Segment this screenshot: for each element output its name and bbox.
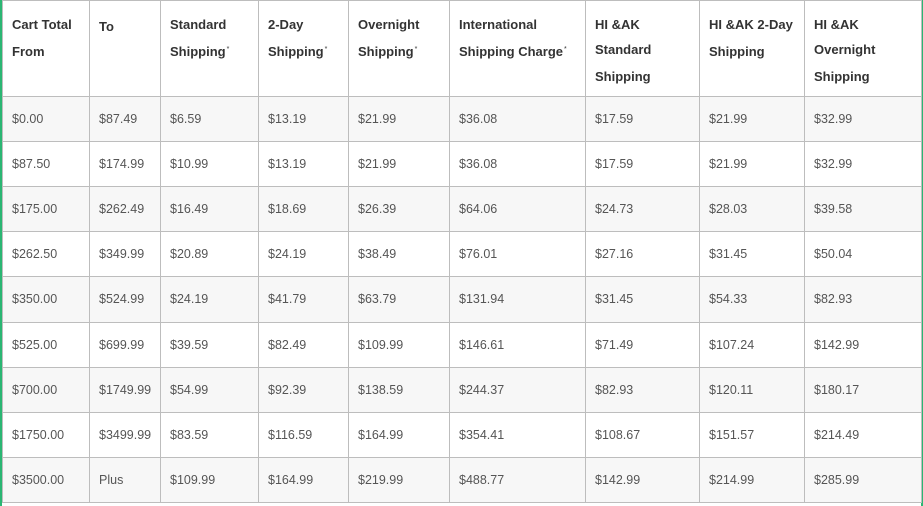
- cell-to: $3499.99: [90, 412, 161, 457]
- header-label: Cart Total From: [12, 17, 72, 59]
- cell-hi-ak-overnight-shipping: $142.99: [805, 322, 922, 367]
- cell-2-day-shipping: $92.39: [259, 367, 349, 412]
- cell-cart-total-from: $350.00: [3, 277, 90, 322]
- cell-hi-ak-standard-shipping: $71.49: [586, 322, 700, 367]
- cell-2-day-shipping: $13.19: [259, 97, 349, 142]
- header-label: To: [99, 19, 114, 34]
- table-row: [3, 97, 922, 142]
- cell-standard-shipping: $83.59: [161, 412, 259, 457]
- asterisk-mark: *: [226, 46, 230, 53]
- header-international-shipping-charge: [450, 1, 586, 97]
- cell-international-shipping-charge: $354.41: [450, 412, 586, 457]
- cell-2-day-shipping: $41.79: [259, 277, 349, 322]
- header-label: HI &AK Overnight Shipping: [814, 17, 876, 84]
- cell-hi-ak-2-day-shipping: $151.57: [700, 412, 805, 457]
- cell-2-day-shipping: $116.59: [259, 412, 349, 457]
- table-body: [3, 97, 922, 503]
- header-hi-ak-overnight-shipping: [805, 1, 922, 97]
- header-row: [3, 1, 922, 97]
- cell-overnight-shipping: $38.49: [349, 232, 450, 277]
- cell-overnight-shipping: $63.79: [349, 277, 450, 322]
- header-hi-ak-standard-shipping: [586, 1, 700, 97]
- header-label: International Shipping Charge: [459, 17, 563, 59]
- cell-hi-ak-standard-shipping: $82.93: [586, 367, 700, 412]
- asterisk-mark: *: [564, 46, 567, 53]
- cell-international-shipping-charge: $36.08: [450, 97, 586, 142]
- header-overnight-shipping: [349, 1, 450, 97]
- cell-overnight-shipping: $109.99: [349, 322, 450, 367]
- header-cart-total-from: [3, 1, 90, 97]
- cell-cart-total-from: $1750.00: [3, 412, 90, 457]
- cell-hi-ak-2-day-shipping: $31.45: [700, 232, 805, 277]
- cell-hi-ak-standard-shipping: $17.59: [586, 142, 700, 187]
- header-label: Overnight Shipping: [358, 17, 420, 59]
- header-label: HI &AK 2-Day Shipping: [709, 17, 793, 59]
- cell-to: $524.99: [90, 277, 161, 322]
- table-row: [3, 232, 922, 277]
- cell-hi-ak-overnight-shipping: $214.49: [805, 412, 922, 457]
- cell-2-day-shipping: $13.19: [259, 142, 349, 187]
- header-standard-shipping: [161, 1, 259, 97]
- table-row: [3, 277, 922, 322]
- cell-hi-ak-overnight-shipping: $39.58: [805, 187, 922, 232]
- cell-international-shipping-charge: $146.61: [450, 322, 586, 367]
- cell-hi-ak-2-day-shipping: $120.11: [700, 367, 805, 412]
- cell-standard-shipping: $39.59: [161, 322, 259, 367]
- cell-hi-ak-standard-shipping: $108.67: [586, 412, 700, 457]
- cell-cart-total-from: $175.00: [3, 187, 90, 232]
- shipping-rates-table: [2, 0, 922, 503]
- cell-hi-ak-2-day-shipping: $54.33: [700, 277, 805, 322]
- cell-to: $262.49: [90, 187, 161, 232]
- header-label: HI &AK Standard Shipping: [595, 17, 652, 84]
- cell-hi-ak-standard-shipping: $142.99: [586, 457, 700, 502]
- cell-cart-total-from: $3500.00: [3, 457, 90, 502]
- cell-international-shipping-charge: $36.08: [450, 142, 586, 187]
- cell-to: $87.49: [90, 97, 161, 142]
- cell-2-day-shipping: $18.69: [259, 187, 349, 232]
- cell-overnight-shipping: $21.99: [349, 142, 450, 187]
- cell-to: $174.99: [90, 142, 161, 187]
- cell-overnight-shipping: $164.99: [349, 412, 450, 457]
- cell-hi-ak-overnight-shipping: $32.99: [805, 97, 922, 142]
- cell-international-shipping-charge: $76.01: [450, 232, 586, 277]
- cell-international-shipping-charge: $131.94: [450, 277, 586, 322]
- cell-2-day-shipping: $82.49: [259, 322, 349, 367]
- cell-standard-shipping: $54.99: [161, 367, 259, 412]
- cell-to: Plus: [90, 457, 161, 502]
- table-row: [3, 187, 922, 232]
- cell-to: $699.99: [90, 322, 161, 367]
- cell-cart-total-from: $525.00: [3, 322, 90, 367]
- cell-cart-total-from: $0.00: [3, 97, 90, 142]
- cell-hi-ak-overnight-shipping: $82.93: [805, 277, 922, 322]
- table-row: [3, 142, 922, 187]
- asterisk-mark: *: [414, 46, 418, 53]
- cell-standard-shipping: $16.49: [161, 187, 259, 232]
- header-label: Standard Shipping: [170, 17, 227, 59]
- cell-cart-total-from: $700.00: [3, 367, 90, 412]
- asterisk-mark: *: [324, 46, 328, 53]
- cell-overnight-shipping: $219.99: [349, 457, 450, 502]
- cell-standard-shipping: $24.19: [161, 277, 259, 322]
- cell-2-day-shipping: $24.19: [259, 232, 349, 277]
- cell-overnight-shipping: $138.59: [349, 367, 450, 412]
- cell-hi-ak-standard-shipping: $24.73: [586, 187, 700, 232]
- cell-cart-total-from: $87.50: [3, 142, 90, 187]
- cell-hi-ak-overnight-shipping: $32.99: [805, 142, 922, 187]
- cell-cart-total-from: $262.50: [3, 232, 90, 277]
- cell-hi-ak-2-day-shipping: $214.99: [700, 457, 805, 502]
- cell-standard-shipping: $10.99: [161, 142, 259, 187]
- cell-standard-shipping: $6.59: [161, 97, 259, 142]
- cell-hi-ak-overnight-shipping: $285.99: [805, 457, 922, 502]
- cell-hi-ak-2-day-shipping: $21.99: [700, 142, 805, 187]
- table-row: [3, 322, 922, 367]
- cell-to: $349.99: [90, 232, 161, 277]
- cell-hi-ak-2-day-shipping: $107.24: [700, 322, 805, 367]
- header-label: 2-Day Shipping: [268, 17, 324, 59]
- cell-hi-ak-standard-shipping: $31.45: [586, 277, 700, 322]
- cell-overnight-shipping: $21.99: [349, 97, 450, 142]
- cell-hi-ak-standard-shipping: $27.16: [586, 232, 700, 277]
- header-hi-ak-2-day-shipping: [700, 1, 805, 97]
- cell-hi-ak-2-day-shipping: $28.03: [700, 187, 805, 232]
- table-row: [3, 367, 922, 412]
- header-to: [90, 1, 161, 97]
- table-row: [3, 457, 922, 502]
- cell-hi-ak-2-day-shipping: $21.99: [700, 97, 805, 142]
- cell-hi-ak-standard-shipping: $17.59: [586, 97, 700, 142]
- cell-standard-shipping: $109.99: [161, 457, 259, 502]
- cell-to: $1749.99: [90, 367, 161, 412]
- cell-hi-ak-overnight-shipping: $180.17: [805, 367, 922, 412]
- cell-2-day-shipping: $164.99: [259, 457, 349, 502]
- cell-standard-shipping: $20.89: [161, 232, 259, 277]
- cell-hi-ak-overnight-shipping: $50.04: [805, 232, 922, 277]
- header-2-day-shipping: [259, 1, 349, 97]
- table-row: [3, 412, 922, 457]
- cell-overnight-shipping: $26.39: [349, 187, 450, 232]
- cell-international-shipping-charge: $488.77: [450, 457, 586, 502]
- cell-international-shipping-charge: $64.06: [450, 187, 586, 232]
- table-header: [3, 1, 922, 97]
- cell-international-shipping-charge: $244.37: [450, 367, 586, 412]
